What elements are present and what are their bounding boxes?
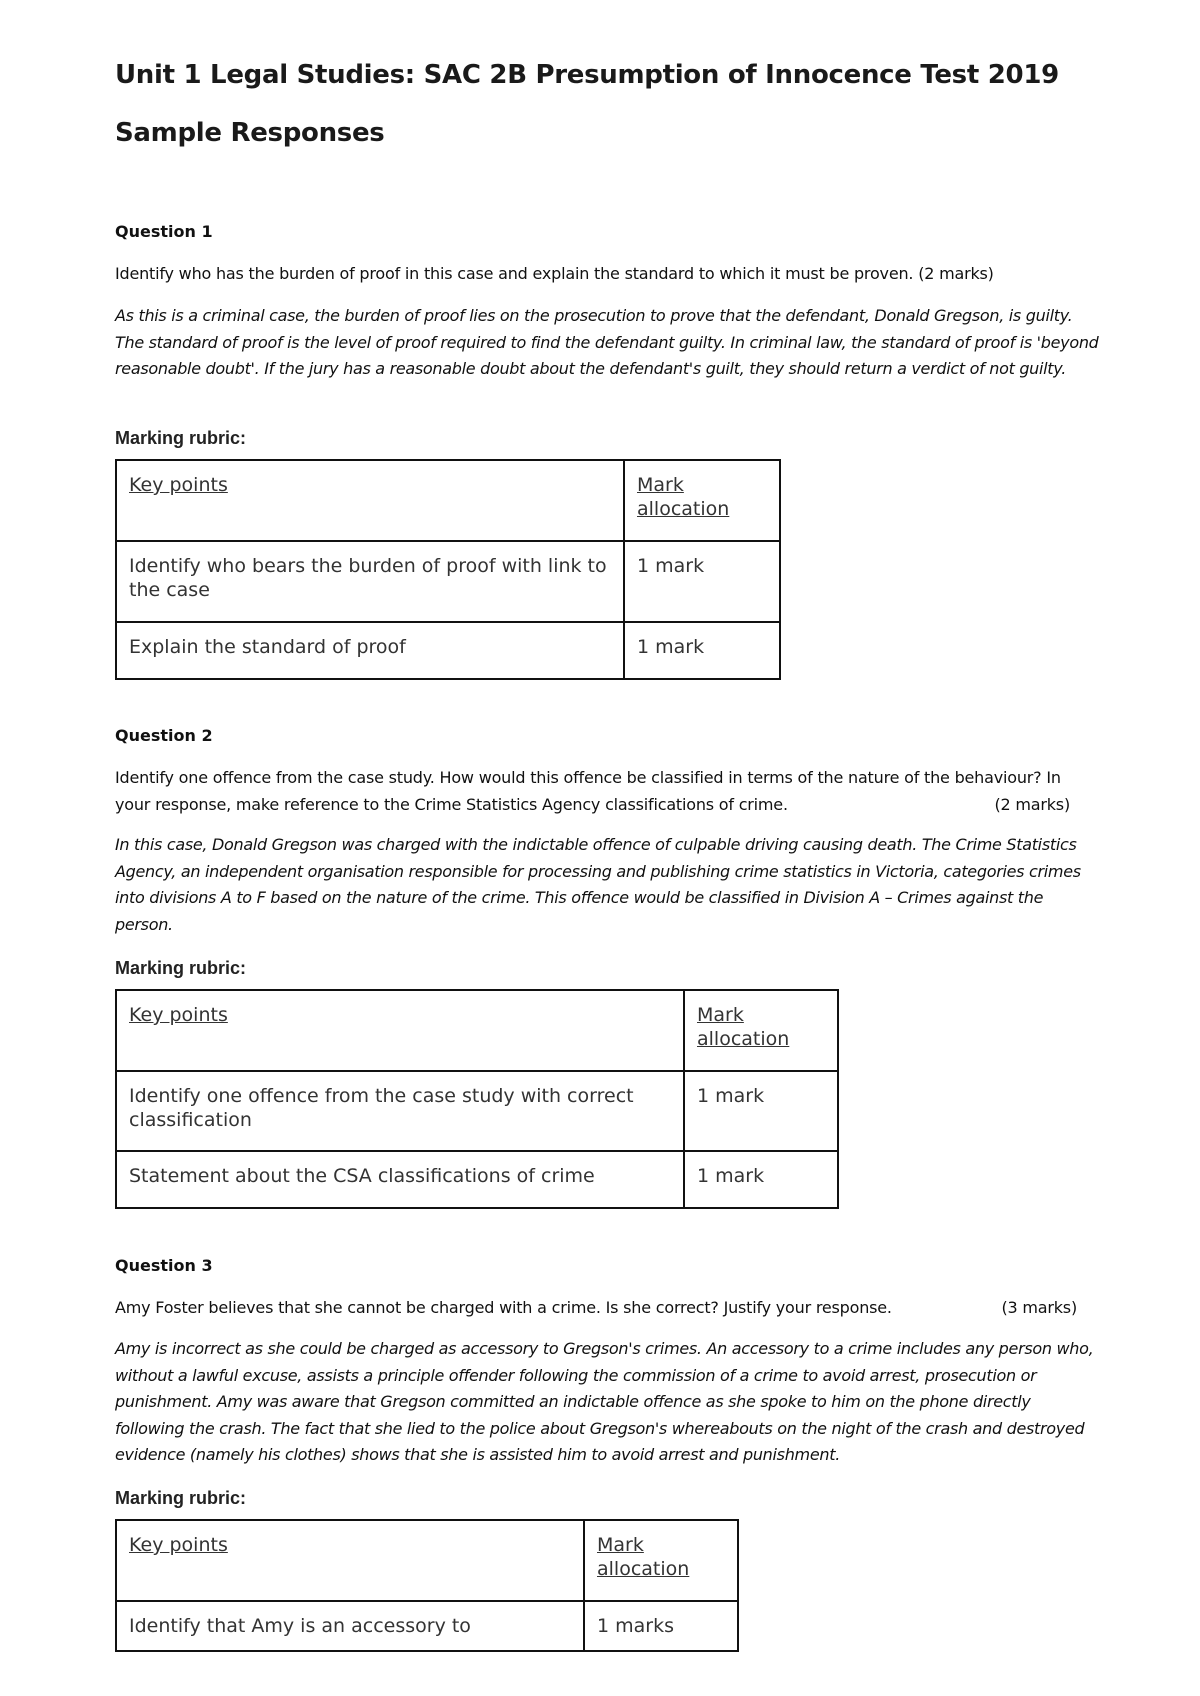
marks-label: (3 marks) [1001,1298,1077,1317]
key-point-cell: Identify one offence from the case study with correct classification [116,1071,684,1151]
key-point-cell: Statement about the CSA classifications of crime [116,1151,684,1208]
mark-allocation-header: Mark allocation [597,1534,690,1580]
sample-answer: Amy is incorrect as she could be charged as accessory to Gregson's crimes. An accessory to a crime includes any person who, without a lawful excuse, assists a principle offender following the commission of a crime to avoid arrest, prosecution or punishment. Amy was aware that Gregson committed an indictable offence as she spoke to him on the phone directly following the crash. The fact that she lied to the police about Gregson's whereabouts on the night of the crash and destroyed evidence (namely his clothes) shows that she is assisted him to avoid arrest and punishment. [115,1339,1094,1464]
mark-allocation-header: Mark allocation [697,1004,790,1050]
sample-answer: As this is a criminal case, the burden of proof lies on the prosecution to prove that the defendant, Donald Gregson, is guilty. The standard of proof is the level of proof required to find the defendant guilty. In criminal law, the standard of proof is 'beyond reasonable doubt'. If the jury has a reasonable doubt about the defendant's guilt, they should return a verdict of not guilty. [115,306,1099,378]
rubric-label: Marking rubric: [115,1488,247,1508]
key-points-header: Key points [129,1534,228,1556]
mark-cell: 1 marks [584,1601,738,1651]
marks-label: (2 marks) [994,795,1070,814]
prompt-text: Identify one offence from the case study. How would this offence be classified in terms of the nature of the behaviour? In your response, make reference to the Crime Statistics Agency classifications of crime. [115,768,1061,814]
mark-allocation-header: Mark allocation [637,474,730,520]
table-row [116,622,780,679]
key-point-cell: Identify that Amy is an accessory to [116,1601,584,1651]
prompt-text: Identify who has the burden of proof in this case and explain the standard to which it must be proven. [115,264,914,283]
marks-label: (2 marks) [918,264,994,283]
question-prompt [115,764,1070,818]
key-point-cell: Identify who bears the burden of proof with link to the case [116,541,624,622]
question-prompt [115,1294,1077,1321]
marking-rubric-table [115,459,781,680]
key-point-cell: Explain the standard of proof [116,622,624,679]
key-points-header: Key points [129,1004,228,1026]
mark-cell: 1 mark [624,622,780,679]
table-header-row [116,990,838,1071]
prompt-text: Amy Foster believes that she cannot be charged with a crime. Is she correct? Justify your response. [115,1298,892,1317]
marking-rubric-table [115,989,839,1209]
document-subtitle: Sample Responses [115,118,385,148]
document-title: Unit 1 Legal Studies: SAC 2B Presumption of Innocence Test 2019 [115,60,1059,90]
marking-rubric-table [115,1519,739,1652]
question-heading: Question 1 [115,222,213,241]
table-row [116,1071,838,1151]
key-points-header: Key points [129,474,228,496]
table-row [116,1601,738,1651]
rubric-label: Marking rubric: [115,958,247,978]
mark-cell: 1 mark [684,1151,838,1208]
question-heading: Question 2 [115,726,213,745]
table-header-row [116,1520,738,1601]
table-row [116,1151,838,1208]
question-prompt [115,260,1090,287]
question-heading: Question 3 [115,1256,213,1275]
table-header-row [116,460,780,541]
mark-cell: 1 mark [624,541,780,622]
sample-answer: In this case, Donald Gregson was charged with the indictable offence of culpable driving causing death. The Crime Statistics Agency, an independent organisation responsible for processing and publishing crime statistics in Victoria, categories crimes into divisions A to F based on the nature of the crime. This offence would be classified in Division A – Crimes against the person. [115,835,1081,934]
table-row [116,541,780,622]
rubric-label: Marking rubric: [115,428,247,448]
mark-cell: 1 mark [684,1071,838,1151]
